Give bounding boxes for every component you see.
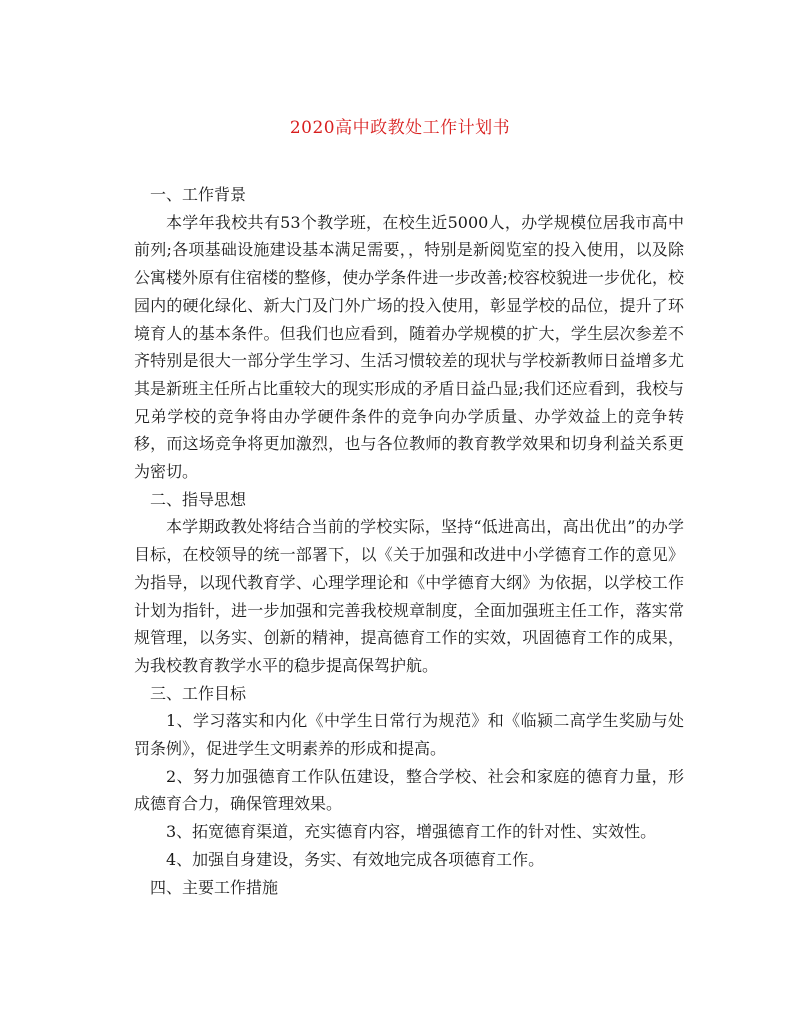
section-heading-measures: 四、主要工作措施	[150, 877, 279, 897]
section-heading-goals: 三、工作目标	[150, 683, 247, 703]
goal-item-1: 1、学习落实和内化《中学生日常行为规范》和《临颍二高学生奖励与处罚条例》，促进学生文明素养的形成和提高。	[134, 711, 684, 759]
section-paragraph-guiding-idea: 本学期政教处将结合当前的学校实际，坚持“低进高出，高出优出”的办学目标，在校领导的统一部署下，以《关于加强和改进中小学德育工作的意见》为指导，以现代教育学、心理学理论和《中学德育大纲》为依据，以学校工作计划为指针，进一步加强和完善我校规章制度，全面加强班主任工作，落实常规管理，以务实、创新的精神，提高德育工作的实效，巩固德育工作的成果，为我校教育教学水平的稳步提高保驾护航。	[134, 517, 684, 675]
goal-item-2: 2、努力加强德育工作队伍建设，整合学校、社会和家庭的德育力量，形成德育合力，确保管理效果。	[134, 766, 684, 814]
section-heading-background: 一、工作背景	[150, 185, 247, 204]
section-paragraph-background: 本学年我校共有53个教学班，在校生近5000人，办学规模位居我市高中前列;各项基础设施建设基本满足需要，，特别是新阅览室的投入使用，以及除公寓楼外原有住宿楼的整修，使办学条件进一步改善;校容校貌进一步优化，校园内的硬化绿化、新大门及门外广场的投入使用，彰显学校的品位，提升了环境育人的基本条件。但我们也应看到，随着办学规模的扩大，学生层次参差不齐特别是很大一部分学生学习、生活习惯较差的现状与学校新教师日益增多尤其是新班主任所占比重较大的现实形成的矛盾日益凸显;我们还应看到，我校与兄弟学校的竞争将由办学硬件条件的竞争向办学质量、办学效益上的竞争转移，而这场竞争将更加激烈，也与各位教师的教育教学效果和切身利益关系更为密切。	[134, 212, 684, 482]
document-body	[134, 181, 684, 901]
goal-item-4: 4、加强自身建设，务实、有效地完成各项德育工作。	[166, 849, 545, 869]
section-heading-guiding-idea: 二、指导思想	[150, 489, 247, 509]
document-title: 2020高中政教处工作计划书	[289, 118, 511, 138]
goal-item-3: 3、拓宽德育渠道，充实德育内容，增强德育工作的针对性、实效性。	[166, 822, 657, 842]
